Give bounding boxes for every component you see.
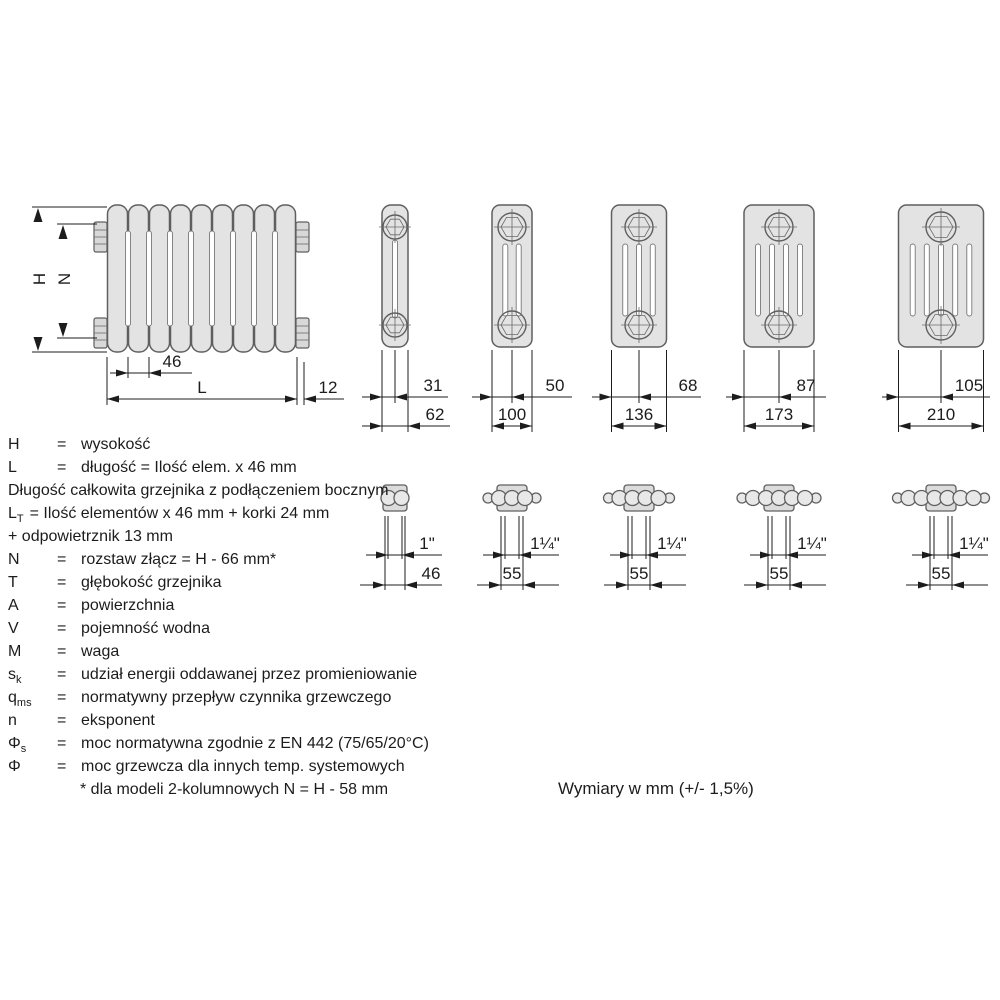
legend-row bbox=[8, 755, 488, 778]
cross-section-6col bbox=[876, 200, 1000, 440]
equals-sign: = bbox=[57, 597, 67, 614]
cross-section-5col bbox=[714, 200, 844, 440]
definition: + odpowietrznik 13 mm bbox=[8, 528, 173, 545]
symbol: M bbox=[8, 643, 22, 660]
length-label: L bbox=[197, 378, 207, 397]
top-view-body bbox=[737, 485, 821, 511]
connection-size-label: 1" bbox=[419, 534, 435, 553]
full-width-label: 100 bbox=[497, 405, 527, 424]
connection-size-label: 1¼" bbox=[959, 534, 989, 553]
top-view-6col bbox=[876, 466, 1000, 596]
equals-sign: = bbox=[57, 689, 67, 706]
symbol: A bbox=[8, 597, 19, 614]
equals-sign: = bbox=[57, 712, 67, 729]
definition: rozstaw złącz = H - 66 mm* bbox=[81, 551, 277, 568]
full-width-label: 62 bbox=[425, 405, 445, 424]
cross-section-dimensions bbox=[472, 350, 572, 432]
definition: powierzchnia bbox=[81, 597, 175, 614]
definition: waga bbox=[81, 643, 120, 660]
symbol: H bbox=[8, 436, 20, 453]
legend bbox=[8, 433, 488, 801]
definition: udział energii oddawanej przez promieniowanie bbox=[81, 666, 418, 683]
symbol: T bbox=[8, 574, 18, 591]
element-pitch-label: 46 bbox=[162, 352, 182, 371]
hub-width-label: 46 bbox=[421, 564, 441, 583]
symbol: s bbox=[8, 666, 16, 683]
definition: długość = Ilość elem. x 46 mm bbox=[81, 459, 297, 476]
spacing-dim-label: N bbox=[55, 272, 74, 286]
cross-section-4col bbox=[574, 200, 704, 440]
legend-row bbox=[8, 525, 488, 548]
symbol: n bbox=[8, 712, 17, 729]
cross-section-body bbox=[492, 205, 532, 347]
equals-sign: = bbox=[57, 758, 67, 775]
cross-section-dimensions bbox=[882, 350, 990, 432]
symbol: q bbox=[8, 689, 17, 706]
top-view-4col bbox=[574, 466, 704, 596]
legend-row bbox=[8, 732, 488, 755]
legend-row bbox=[8, 571, 488, 594]
half-width-label: 87 bbox=[796, 376, 816, 395]
radiator-elements bbox=[108, 205, 296, 352]
equals-sign: = bbox=[57, 643, 67, 660]
symbol: N bbox=[8, 551, 20, 568]
half-width-label: 68 bbox=[678, 376, 698, 395]
equals-sign: = bbox=[57, 574, 67, 591]
symbol: L bbox=[8, 459, 17, 476]
half-width-label: 105 bbox=[954, 376, 984, 395]
cross-section-dimensions bbox=[362, 350, 450, 432]
hub-width-label: 55 bbox=[502, 564, 522, 583]
cross-section-dimensions bbox=[592, 350, 701, 432]
radiator-front-view bbox=[20, 195, 380, 435]
definition: normatywny przepływ czynnika grzewczego bbox=[81, 689, 392, 706]
symbol-sub: T bbox=[16, 513, 24, 526]
symbol: L bbox=[8, 505, 17, 522]
full-width-label: 173 bbox=[764, 405, 794, 424]
connection-size-label: 1¼" bbox=[530, 534, 560, 553]
symbol: V bbox=[8, 620, 19, 637]
definition: moc normatywna zgodnie z EN 442 (75/65/20°C) bbox=[81, 735, 429, 752]
cross-section-2col bbox=[330, 200, 460, 440]
legend-row bbox=[8, 502, 488, 525]
length-dimensions bbox=[107, 352, 344, 405]
cross-section-body bbox=[744, 205, 814, 347]
connection-size-label: 1¼" bbox=[797, 534, 827, 553]
top-view-body bbox=[483, 485, 541, 511]
equals-sign: = bbox=[57, 735, 67, 752]
hub-width-label: 55 bbox=[629, 564, 649, 583]
equals-sign: = bbox=[57, 620, 67, 637]
symbol: Φ bbox=[8, 758, 21, 775]
top-view-dimensions bbox=[604, 516, 687, 590]
half-width-label: 50 bbox=[545, 376, 565, 395]
symbol-sub: k bbox=[16, 674, 22, 687]
legend-row bbox=[8, 548, 488, 571]
symbol-sub: ms bbox=[16, 697, 32, 710]
cross-section-body bbox=[612, 205, 667, 347]
definition: wysokość bbox=[81, 436, 151, 453]
cross-section-body bbox=[899, 205, 984, 347]
cross-section-3col bbox=[447, 200, 577, 440]
definition: = Ilość elementów x 46 mm + korki 24 mm bbox=[29, 505, 330, 522]
equals-sign: = bbox=[57, 551, 67, 568]
definition: Długość całkowita grzejnika z podłączeniem bocznym bbox=[8, 482, 389, 499]
cross-section-dimensions bbox=[726, 350, 826, 432]
legend-row bbox=[8, 456, 488, 479]
definition: głębokość grzejnika bbox=[81, 574, 222, 591]
full-width-label: 136 bbox=[624, 405, 654, 424]
legend-row bbox=[8, 686, 488, 709]
definition: * dla modeli 2-kolumnowych N = H - 58 mm bbox=[80, 781, 389, 798]
connection-size-label: 1¼" bbox=[657, 534, 687, 553]
definition: eksponent bbox=[81, 712, 155, 729]
cross-section-body bbox=[379, 205, 411, 347]
hub-width-label: 55 bbox=[769, 564, 789, 583]
legend-footnote bbox=[8, 778, 488, 801]
half-width-label: 31 bbox=[423, 376, 443, 395]
dimensions-caption: Wymiary w mm (+/- 1,5%) bbox=[558, 779, 754, 798]
equals-sign: = bbox=[57, 459, 67, 476]
definition: moc grzewcza dla innych temp. systemowych bbox=[81, 758, 405, 775]
legend-row bbox=[8, 479, 488, 502]
full-width-label: 210 bbox=[926, 405, 956, 424]
extension-label: 12 bbox=[318, 378, 338, 397]
equals-sign: = bbox=[57, 666, 67, 683]
legend-row bbox=[8, 640, 488, 663]
top-view-dimensions bbox=[744, 516, 827, 590]
legend-row bbox=[8, 594, 488, 617]
top-view-dimensions bbox=[477, 516, 560, 590]
definition: pojemność wodna bbox=[81, 620, 210, 637]
top-view-body bbox=[604, 485, 675, 511]
symbol-sub: s bbox=[20, 743, 27, 756]
legend-row bbox=[8, 663, 488, 686]
top-view-5col bbox=[714, 466, 844, 596]
legend-row bbox=[8, 709, 488, 732]
top-view-body bbox=[893, 485, 990, 511]
top-view-dimensions bbox=[906, 516, 989, 590]
legend-row bbox=[8, 617, 488, 640]
hub-width-label: 55 bbox=[931, 564, 951, 583]
height-dim-label: H bbox=[30, 272, 49, 286]
symbol: Φ bbox=[8, 735, 21, 752]
equals-sign: = bbox=[57, 436, 67, 453]
legend-row bbox=[8, 433, 488, 456]
